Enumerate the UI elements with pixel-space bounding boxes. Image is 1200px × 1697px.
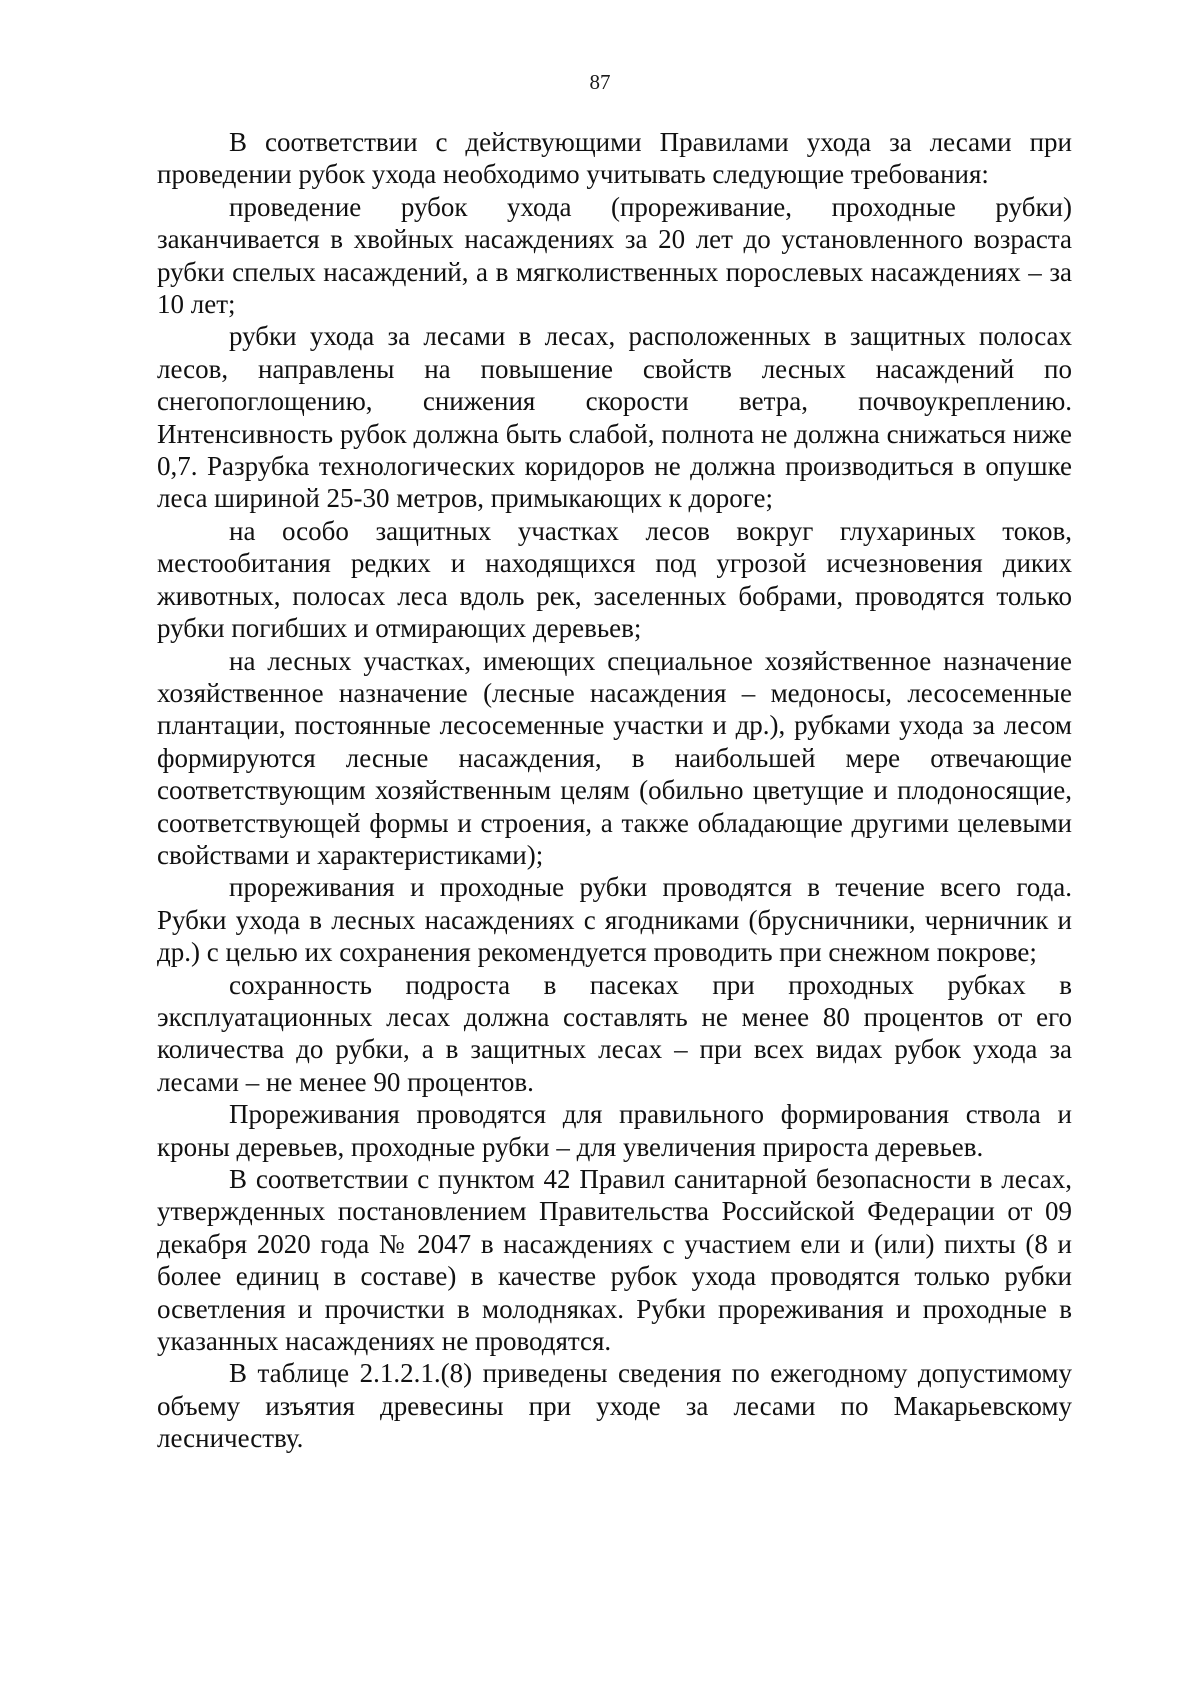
paragraph-5: на лесных участках, имеющих специальное хозяйственное назначение хозяйственное назначение (лесные насаждения – медоносы, лесосеменные плантации, постоянные лесосеменные участки и др.), рубками ухода за лесом формируются лесные насаждения, в наибольшей мере отвечающие соответствующим хозяйственным целям (обильно цветущие и плодоносящие, соответствующей формы и строения, а также обладающие другими целевыми свойствами и характеристиками); [157, 645, 1072, 870]
body-text [157, 126, 1072, 1455]
page-number: 87 [589, 70, 611, 94]
paragraph-7: сохранность подроста в пасеках при проходных рубках в эксплуатационных лесах должна составлять не менее 80 процентов от его количества до рубки, а в защитных лесах – при всех видах рубок ухода за лесами – не менее 90 процентов. [157, 969, 1072, 1097]
paragraph-10: В таблице 2.1.2.1.(8) приведены сведения по ежегодному допустимому объему изъятия древесины при уходе за лесами по Макарьевскому лесничеству. [157, 1358, 1072, 1454]
paragraph-3: рубки ухода за лесами в лесах, расположенных в защитных полосах лесов, направлены на повышение свойств лесных насаждений по снегопоглощению, снижения скорости ветра, почвоукреплению. Интенсивность рубок должна быть слабой, полнота не должна снижаться ниже 0,7. Разрубка технологических коридоров не должна производиться в опушке леса шириной 25-30 метров, примыкающих к дороге; [157, 321, 1072, 514]
paragraph-1: В соответствии с действующими Правилами ухода за лесами при проведении рубок ухода необходимо учитывать следующие требования: [157, 127, 1072, 190]
paragraph-2: проведение рубок ухода (прореживание, проходные рубки) заканчивается в хвойных насаждениях за 20 лет до установленного возраста рубки спелых насаждений, а в мягколиственных порослевых насаждениях – за 10 лет; [157, 191, 1072, 320]
paragraph-6: прореживания и проходные рубки проводятся в течение всего года. Рубки ухода в лесных насаждениях с ягодниками (брусничники, черничник и др.) с целью их сохранения рекомендуется проводить при снежном покрове; [157, 872, 1072, 968]
paragraph-9: В соответствии с пунктом 42 Правил санитарной безопасности в лесах, утвержденных постановлением Правительства Российской Федерации от 09 декабря 2020 года № 2047 в насаждениях с участием ели и (или) пихты (8 и более единиц в составе) в качестве рубок ухода проводятся только рубки осветления и прочистки в молодняках. Рубки прореживания и проходные в указанных насаждениях не проводятся. [157, 1164, 1072, 1357]
paragraph-8: Прореживания проводятся для правильного формирования ствола и кроны деревьев, проходные рубки – для увеличения прироста деревьев. [157, 1099, 1072, 1162]
paragraph-4: на особо защитных участках лесов вокруг глухариных токов, местообитания редких и находящихся под угрозой исчезновения диких животных, полосах леса вдоль рек, заселенных бобрами, проводятся только рубки погибших и отмирающих деревьев; [157, 515, 1072, 644]
